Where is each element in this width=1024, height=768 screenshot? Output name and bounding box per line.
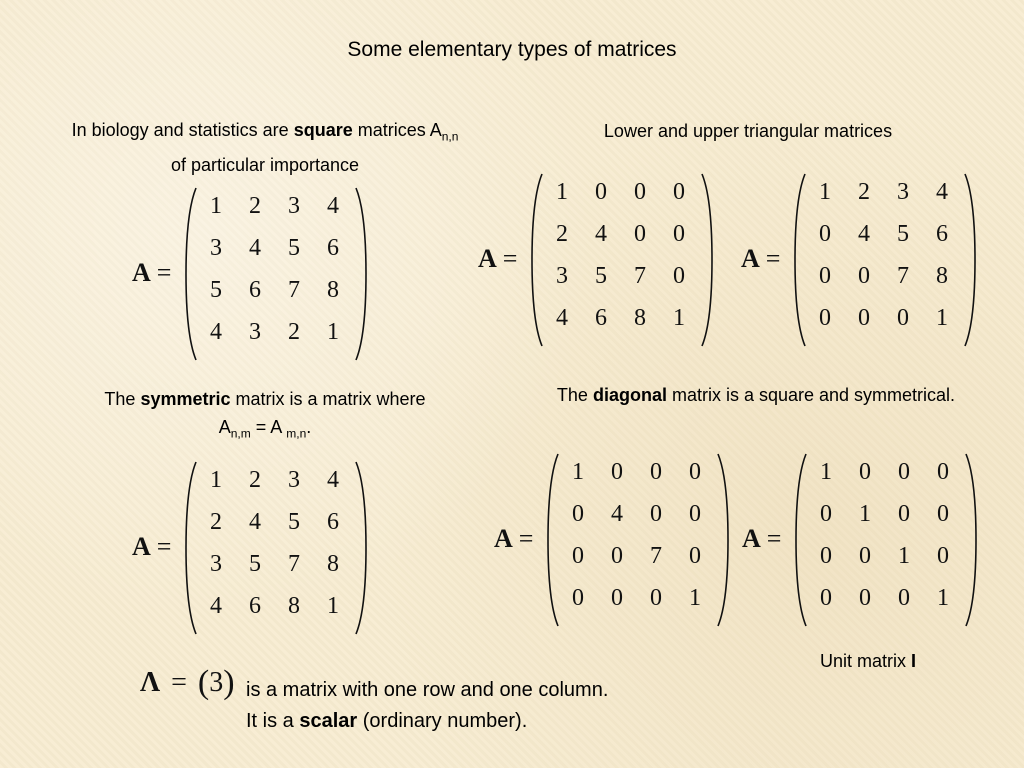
matrix-cell: 2: [556, 221, 568, 247]
left-paren: [794, 452, 808, 628]
matrix-cell: 2: [249, 467, 261, 493]
matrix-cell: 0: [634, 221, 646, 247]
matrix-cell: 7: [288, 551, 300, 577]
matrix-cell: 4: [936, 179, 948, 205]
scalar-paren-open: (: [197, 664, 210, 701]
matrix-cell: 6: [249, 277, 261, 303]
symmetric-line2-a: A: [218, 417, 231, 437]
matrix-cell: 5: [897, 221, 909, 247]
matrix-cell: 3: [210, 551, 222, 577]
matrix-cell: 3: [897, 179, 909, 205]
matrix-cell: 0: [634, 179, 646, 205]
matrix-cell: 4: [858, 221, 870, 247]
matrix-cell: 0: [820, 543, 832, 569]
matrix-cell: 0: [689, 459, 701, 485]
matrix-cell: 1: [327, 319, 339, 345]
left-paren: [184, 460, 198, 636]
matrix-name: A: [478, 244, 497, 273]
matrix-cell: 3: [556, 263, 568, 289]
matrix-cell: 5: [210, 277, 222, 303]
matrix-cell: 0: [689, 501, 701, 527]
matrix-cell: 2: [858, 179, 870, 205]
scalar-paren-close: ): [223, 664, 235, 701]
symmetric-text-after: matrix is a matrix where: [230, 389, 426, 409]
matrix-cell: 8: [634, 305, 646, 331]
diagonal-text-after: matrix is a square and symmetrical.: [666, 385, 956, 405]
scalar-line2-before: It is a: [246, 710, 300, 732]
slide-title: Some elementary types of matrices: [347, 38, 677, 61]
right-paren: [964, 452, 978, 628]
symmetric-text-before: The: [104, 389, 141, 409]
matrix-cell: 4: [327, 193, 339, 219]
matrix-equals: =: [156, 532, 172, 561]
right-paren: [354, 460, 368, 636]
unit-text: Unit matrix: [820, 651, 912, 671]
left-paren: [184, 186, 198, 362]
matrix-name: A: [742, 524, 761, 553]
matrix-cell: 3: [288, 467, 300, 493]
matrix-cell: 1: [327, 593, 339, 619]
matrix-unit: [742, 452, 978, 628]
matrix-name: A: [132, 532, 151, 561]
matrix-cell: 1: [820, 459, 832, 485]
scalar-description: [246, 675, 608, 737]
unit-matrix-label: [820, 651, 916, 672]
matrix-cell: 0: [819, 305, 831, 331]
matrix-cell: 5: [249, 551, 261, 577]
matrix-cell: 0: [937, 501, 949, 527]
lambda-symbol: Λ: [140, 667, 161, 698]
matrix-cell: 0: [820, 585, 832, 611]
square-line2: of particular importance: [170, 154, 360, 175]
matrix-cell: 5: [288, 235, 300, 261]
matrix-equals: =: [502, 244, 518, 273]
matrix-cell: 6: [327, 509, 339, 535]
symmetric-bold: symmetric: [140, 389, 231, 409]
matrix-cell: 7: [897, 263, 909, 289]
matrix-cell: 3: [210, 235, 222, 261]
matrix-upper-triangular: [741, 172, 977, 348]
matrix-name: A: [494, 524, 513, 553]
scalar-value: 3: [209, 667, 224, 698]
matrix-cell: 0: [673, 221, 685, 247]
matrix-symmetric: [132, 460, 368, 636]
symmetric-line2-b: = A: [250, 417, 287, 437]
square-description: [20, 116, 510, 179]
matrix-cell: 8: [936, 263, 948, 289]
matrix-cell: 2: [288, 319, 300, 345]
matrix-cell: 0: [858, 305, 870, 331]
matrix-cell: 1: [859, 501, 871, 527]
left-paren: [530, 172, 544, 348]
matrix-cell: 3: [249, 319, 261, 345]
matrix-cell: 6: [595, 305, 607, 331]
matrix-cell: 4: [327, 467, 339, 493]
matrix-cell: 0: [859, 543, 871, 569]
left-paren: [793, 172, 807, 348]
symmetric-description: [60, 385, 470, 448]
matrix-cell: 1: [689, 585, 701, 611]
square-subscript: n,n: [441, 129, 459, 144]
matrix-cell: 0: [897, 305, 909, 331]
matrix-cell: 0: [650, 585, 662, 611]
matrix-cell: 7: [634, 263, 646, 289]
matrix-cell: 1: [210, 467, 222, 493]
right-paren: [354, 186, 368, 362]
square-text-before: In biology and statistics are: [71, 120, 294, 140]
matrix-cell: 1: [936, 305, 948, 331]
matrix-cell: 8: [327, 277, 339, 303]
matrix-cell: 0: [859, 459, 871, 485]
matrix-cell: 0: [650, 501, 662, 527]
matrix-cell: 4: [611, 501, 623, 527]
scalar-line2-bold: scalar: [299, 710, 358, 732]
matrix-cell: 6: [936, 221, 948, 247]
symmetric-line2-c: .: [306, 417, 312, 437]
matrix-cell: 0: [820, 501, 832, 527]
matrix-cell: 0: [898, 459, 910, 485]
matrix-cell: 0: [572, 585, 584, 611]
matrix-cell: 4: [556, 305, 568, 331]
matrix-cell: 0: [689, 543, 701, 569]
matrix-cell: 5: [288, 509, 300, 535]
matrix-name: A: [741, 244, 760, 273]
matrix-cell: 1: [572, 459, 584, 485]
matrix-cell: 0: [673, 179, 685, 205]
unit-bold: I: [911, 651, 917, 671]
matrix-cell: 1: [210, 193, 222, 219]
matrix-diagonal: [494, 452, 730, 628]
matrix-cell: 6: [327, 235, 339, 261]
diagonal-bold: diagonal: [592, 385, 667, 405]
matrix-cell: 4: [595, 221, 607, 247]
matrix-cell: 1: [556, 179, 568, 205]
matrix-cell: 1: [819, 179, 831, 205]
matrix-lower-triangular: [478, 172, 714, 348]
matrix-cell: 8: [327, 551, 339, 577]
matrix-cell: 1: [673, 305, 685, 331]
matrix-equals: =: [518, 524, 534, 553]
matrix-cell: 0: [611, 459, 623, 485]
symmetric-sub1: n,m: [230, 426, 251, 441]
matrix-cell: 0: [898, 585, 910, 611]
matrix-cell: 0: [858, 263, 870, 289]
matrix-equals: =: [156, 258, 172, 287]
matrix-cell: 0: [898, 501, 910, 527]
matrix-cell: 7: [288, 277, 300, 303]
right-paren: [716, 452, 730, 628]
matrix-cell: 4: [210, 319, 222, 345]
scalar-expression: [140, 664, 235, 702]
square-text-after: matrices A: [352, 120, 442, 140]
scalar-line2-after: (ordinary number).: [357, 710, 528, 732]
matrix-cell: 1: [937, 585, 949, 611]
right-paren: [963, 172, 977, 348]
diagonal-description: [516, 385, 996, 406]
matrix-cell: 5: [595, 263, 607, 289]
diagonal-text-before: The: [556, 385, 593, 405]
matrix-cell: 2: [210, 509, 222, 535]
scalar-equals: =: [171, 667, 187, 698]
left-paren: [546, 452, 560, 628]
matrix-cell: 8: [288, 593, 300, 619]
matrix-cell: 2: [249, 193, 261, 219]
matrix-equals: =: [765, 244, 781, 273]
matrix-cell: 6: [249, 593, 261, 619]
scalar-line1: is a matrix with one row and one column.: [246, 679, 609, 701]
matrix-cell: 1: [898, 543, 910, 569]
matrix-cell: 3: [288, 193, 300, 219]
matrix-cell: 0: [572, 501, 584, 527]
matrix-name: A: [132, 258, 151, 287]
matrix-cell: 0: [819, 263, 831, 289]
matrix-cell: 0: [937, 543, 949, 569]
matrix-cell: 0: [611, 543, 623, 569]
matrix-square: [132, 186, 368, 362]
square-bold: square: [293, 120, 353, 140]
triangular-heading: Lower and upper triangular matrices: [603, 121, 893, 141]
matrix-cell: 0: [650, 459, 662, 485]
matrix-equals: =: [766, 524, 782, 553]
matrix-cell: 0: [819, 221, 831, 247]
matrix-cell: 0: [611, 585, 623, 611]
matrix-cell: 0: [937, 459, 949, 485]
matrix-cell: 4: [249, 235, 261, 261]
matrix-cell: 7: [650, 543, 662, 569]
matrix-cell: 4: [249, 509, 261, 535]
matrix-cell: 0: [572, 543, 584, 569]
symmetric-sub2: m,n: [286, 426, 307, 441]
matrix-cell: 0: [673, 263, 685, 289]
matrix-cell: 0: [595, 179, 607, 205]
matrix-cell: 0: [859, 585, 871, 611]
right-paren: [700, 172, 714, 348]
matrix-cell: 4: [210, 593, 222, 619]
